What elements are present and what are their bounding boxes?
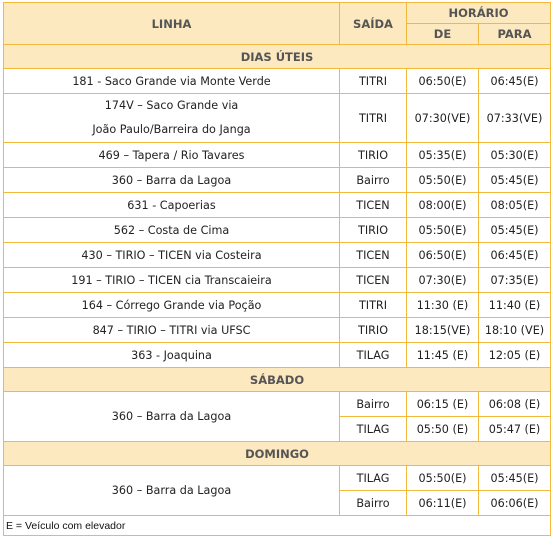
table-row: [4, 243, 551, 268]
table-row: [4, 218, 551, 243]
de-cell: 11:30 (E): [407, 293, 479, 318]
de-cell: 06:11(E): [407, 491, 479, 516]
saida-cell: TITRI: [340, 94, 407, 143]
de-cell: 18:15(VE): [407, 318, 479, 343]
linha-cell: [4, 94, 340, 143]
de-cell: 07:30(VE): [407, 94, 479, 143]
de-cell: 05:35(E): [407, 143, 479, 168]
saida-cell: TICEN: [340, 243, 407, 268]
footer-row: [4, 516, 551, 536]
section-title: DIAS ÚTEIS: [4, 45, 551, 69]
de-cell: 06:50(E): [407, 243, 479, 268]
para-cell: 08:05(E): [479, 193, 551, 218]
de-cell: 06:15 (E): [407, 392, 479, 417]
linha-cell: 631 - Capoerias: [4, 193, 340, 218]
header-para: PARA: [479, 24, 551, 45]
linha-cell: 847 – TIRIO – TITRI via UFSC: [4, 318, 340, 343]
schedule-table: [3, 2, 551, 536]
saida-cell: TIRIO: [340, 143, 407, 168]
linha-line-1: 174V – Saco Grande via: [104, 99, 239, 112]
linha-cell: 363 - Joaquina: [4, 343, 340, 368]
saida-cell: Bairro: [340, 168, 407, 193]
para-cell: 06:45(E): [479, 243, 551, 268]
linha-cell: 360 – Barra da Lagoa: [4, 392, 340, 442]
saida-cell: Bairro: [340, 491, 407, 516]
saida-cell: Bairro: [340, 392, 407, 417]
de-cell: 08:00(E): [407, 193, 479, 218]
saida-cell: TIRIO: [340, 318, 407, 343]
linha-cell: 191 – TIRIO – TICEN cia Transcaieira: [4, 268, 340, 293]
de-cell: 11:45 (E): [407, 343, 479, 368]
saida-cell: TITRI: [340, 69, 407, 94]
linha-cell: 360 – Barra da Lagoa: [4, 168, 340, 193]
para-cell: 06:08 (E): [479, 392, 551, 417]
linha-cell: 469 – Tapera / Rio Tavares: [4, 143, 340, 168]
saida-cell: TILAG: [340, 343, 407, 368]
table-row: [4, 318, 551, 343]
linha-cell: 430 – TIRIO – TICEN via Costeira: [4, 243, 340, 268]
de-cell: 07:30(E): [407, 268, 479, 293]
table-row: [4, 293, 551, 318]
para-cell: 05:30(E): [479, 143, 551, 168]
table-row: [4, 69, 551, 94]
saida-cell: TICEN: [340, 268, 407, 293]
table-row: [4, 268, 551, 293]
header-horario: HORÁRIO: [407, 3, 551, 24]
para-cell: 11:40 (E): [479, 293, 551, 318]
saida-cell: TIRIO: [340, 218, 407, 243]
section-sabado: [4, 368, 551, 392]
header-de: DE: [407, 24, 479, 45]
table-row: [4, 168, 551, 193]
de-cell: 05:50(E): [407, 218, 479, 243]
para-cell: 07:35(E): [479, 268, 551, 293]
saida-cell: TITRI: [340, 293, 407, 318]
linha-cell: 360 – Barra da Lagoa: [4, 466, 340, 516]
linha-cell: 562 – Costa de Cima: [4, 218, 340, 243]
header-row: [4, 3, 551, 24]
para-cell: 07:33(VE): [479, 94, 551, 143]
table-row: [4, 193, 551, 218]
de-cell: 05:50(E): [407, 168, 479, 193]
table-row: [4, 143, 551, 168]
header-linha: LINHA: [4, 3, 340, 45]
linha-line-2: João Paulo/Barreira do Janga: [92, 123, 251, 136]
section-title: SÁBADO: [4, 368, 551, 392]
para-cell: 06:45(E): [479, 69, 551, 94]
header-saida: SAÍDA: [340, 3, 407, 45]
para-cell: 06:06(E): [479, 491, 551, 516]
saida-cell: TILAG: [340, 466, 407, 491]
table-row: [4, 392, 551, 417]
linha-cell: 164 – Córrego Grande via Poção: [4, 293, 340, 318]
de-cell: 06:50(E): [407, 69, 479, 94]
para-cell: 05:47 (E): [479, 417, 551, 442]
de-cell: 05:50(E): [407, 466, 479, 491]
linha-cell: 181 - Saco Grande via Monte Verde: [4, 69, 340, 94]
footer-note: E = Veículo com elevador: [4, 516, 551, 536]
table-row: [4, 466, 551, 491]
saida-cell: TILAG: [340, 417, 407, 442]
table-row: [4, 343, 551, 368]
para-cell: 12:05 (E): [479, 343, 551, 368]
section-domingo: [4, 442, 551, 466]
para-cell: 05:45(E): [479, 168, 551, 193]
para-cell: 18:10 (VE): [479, 318, 551, 343]
schedule-table-wrapper: [3, 2, 550, 536]
para-cell: 05:45(E): [479, 466, 551, 491]
section-title: DOMINGO: [4, 442, 551, 466]
de-cell: 05:50 (E): [407, 417, 479, 442]
saida-cell: TICEN: [340, 193, 407, 218]
section-dias-uteis: [4, 45, 551, 69]
para-cell: 05:45(E): [479, 218, 551, 243]
table-row: [4, 94, 551, 143]
